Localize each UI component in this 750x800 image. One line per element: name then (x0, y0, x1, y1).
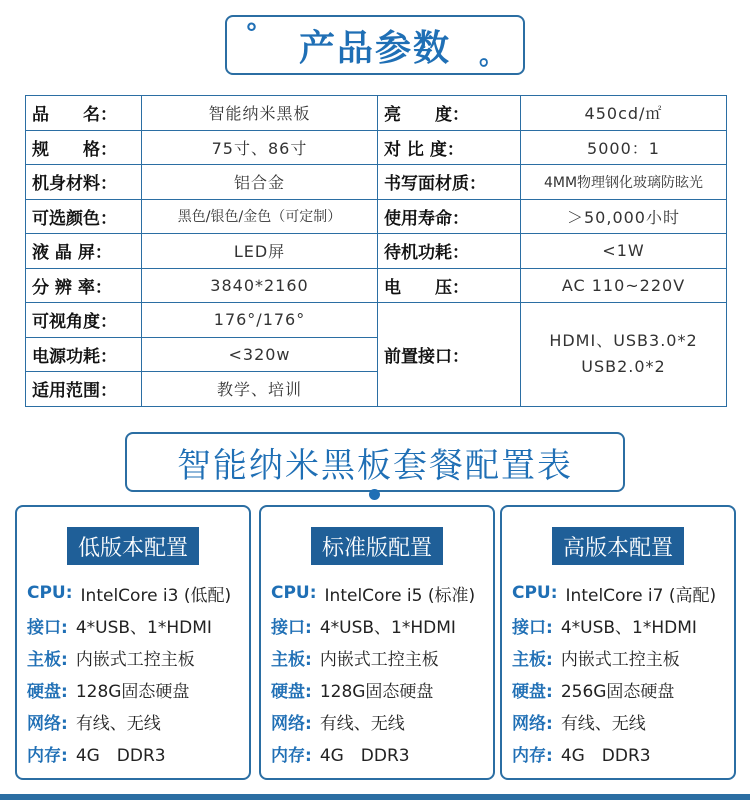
spec-key: 硬盘: (27, 681, 68, 702)
list-item (271, 609, 489, 641)
spec-key: 内存: (27, 745, 68, 766)
list-item (271, 577, 489, 609)
spec-value: 4*USB、1*HDMI (560, 617, 697, 638)
table-row (26, 165, 727, 200)
list-item (27, 609, 245, 641)
spec-key: 内存: (512, 745, 553, 766)
spec-value: IntelCore i3 (低配) (80, 585, 232, 606)
section-title: 产品参数 (298, 27, 451, 69)
spec-value: 4MM物理钢化玻璃防眩光 (521, 165, 727, 200)
table-row (26, 234, 727, 269)
list-item (27, 577, 245, 609)
spec-key: CPU: (271, 583, 317, 603)
title-dot-right: 。 (478, 41, 505, 71)
spec-value: <320w (142, 337, 378, 372)
spec-value: 4G DDR3 (319, 745, 410, 766)
spec-label: 书写面材质： (378, 165, 521, 200)
spec-key: 主板: (512, 649, 553, 670)
spec-value: 有线、无线 (560, 713, 646, 734)
spec-value: 有线、无线 (75, 713, 161, 734)
spec-value: ＞50,000小时 (521, 199, 727, 234)
spec-value: 有线、无线 (319, 713, 405, 734)
spec-value: 内嵌式工控主板 (560, 649, 680, 670)
spec-value: 铝合金 (142, 165, 378, 200)
package-title-box (125, 432, 625, 492)
spec-value: 128G固态硬盘 (75, 681, 190, 702)
spec-label: 机身材料： (26, 165, 142, 200)
spec-value: 3840*2160 (142, 268, 378, 303)
spec-value: 128G固态硬盘 (319, 681, 434, 702)
spec-table (25, 95, 727, 407)
spec-value: IntelCore i7 (高配) (565, 585, 717, 606)
front-port-label: 前置接口： (378, 303, 521, 407)
package-title: 智能纳米黑板套餐配置表 (177, 445, 573, 486)
package-card-low (15, 505, 251, 780)
list-item (512, 737, 730, 769)
list-item (27, 673, 245, 705)
spec-key: CPU: (27, 583, 73, 603)
spec-value: 256G固态硬盘 (560, 681, 675, 702)
table-row (26, 96, 727, 131)
spec-key: 硬盘: (271, 681, 312, 702)
spec-label: 亮 度： (378, 96, 521, 131)
spec-value: 75寸、86寸 (142, 130, 378, 165)
spec-label: 电 压： (378, 268, 521, 303)
spec-key: 网络: (512, 713, 553, 734)
spec-label: 可选颜色： (26, 199, 142, 234)
section-title-box (225, 15, 525, 75)
table-row (26, 199, 727, 234)
front-port-line: USB2.0*2 (581, 357, 666, 377)
spec-label: 液 晶 屏： (26, 234, 142, 269)
package-card-title: 低版本配置 (67, 527, 199, 565)
spec-key: 接口: (27, 617, 68, 638)
spec-label: 待机功耗： (378, 234, 521, 269)
package-card-standard (259, 505, 495, 780)
package-card-high (500, 505, 736, 780)
list-item (512, 577, 730, 609)
list-item (271, 673, 489, 705)
package-card-title: 标准版配置 (311, 527, 443, 565)
spec-key: 接口: (271, 617, 312, 638)
list-item (27, 641, 245, 673)
spec-label: 规 格： (26, 130, 142, 165)
spec-value: 5000：1 (521, 130, 727, 165)
spec-label: 可视角度： (26, 303, 142, 338)
spec-key: 主板: (271, 649, 312, 670)
spec-label: 分 辨 率： (26, 268, 142, 303)
spec-value: 450cd/㎡ (521, 96, 727, 131)
spec-value: 黑色/银色/金色（可定制） (142, 199, 378, 234)
list-item (271, 737, 489, 769)
spec-value: 智能纳米黑板 (142, 96, 378, 131)
spec-value: 内嵌式工控主板 (319, 649, 439, 670)
spec-value: AC 110~220V (521, 268, 727, 303)
front-port-line: HDMI、USB3.0*2 (549, 331, 698, 351)
spec-value: 4G DDR3 (75, 745, 166, 766)
list-item (512, 641, 730, 673)
spec-label: 使用寿命： (378, 199, 521, 234)
spec-value: 4*USB、1*HDMI (75, 617, 212, 638)
table-row (26, 303, 727, 338)
spec-label: 电源功耗： (26, 337, 142, 372)
spec-key: 网络: (271, 713, 312, 734)
spec-key: 主板: (27, 649, 68, 670)
package-card-title: 高版本配置 (552, 527, 684, 565)
list-item (271, 705, 489, 737)
spec-key: 硬盘: (512, 681, 553, 702)
spec-key: 内存: (271, 745, 312, 766)
bottom-divider (0, 794, 750, 800)
spec-label: 对 比 度： (378, 130, 521, 165)
spec-value: IntelCore i5 (标准) (324, 585, 476, 606)
spec-value: 4G DDR3 (560, 745, 651, 766)
spec-key: CPU: (512, 583, 558, 603)
spec-value: 4*USB、1*HDMI (319, 617, 456, 638)
spec-label: 适用范围： (26, 372, 142, 407)
list-item (512, 705, 730, 737)
spec-value: 176°/176° (142, 303, 378, 338)
table-row (26, 130, 727, 165)
list-item (27, 737, 245, 769)
list-item (27, 705, 245, 737)
spec-value: LED屏 (142, 234, 378, 269)
title-dot-left: ° (245, 19, 258, 49)
list-item (512, 609, 730, 641)
spec-key: 网络: (27, 713, 68, 734)
front-port-value (521, 303, 727, 407)
dot-icon (369, 489, 380, 500)
table-row (26, 268, 727, 303)
spec-value: 内嵌式工控主板 (75, 649, 195, 670)
spec-key: 接口: (512, 617, 553, 638)
list-item (271, 641, 489, 673)
spec-value: 教学、培训 (142, 372, 378, 407)
list-item (512, 673, 730, 705)
spec-label: 品 名： (26, 96, 142, 131)
spec-value: <1W (521, 234, 727, 269)
